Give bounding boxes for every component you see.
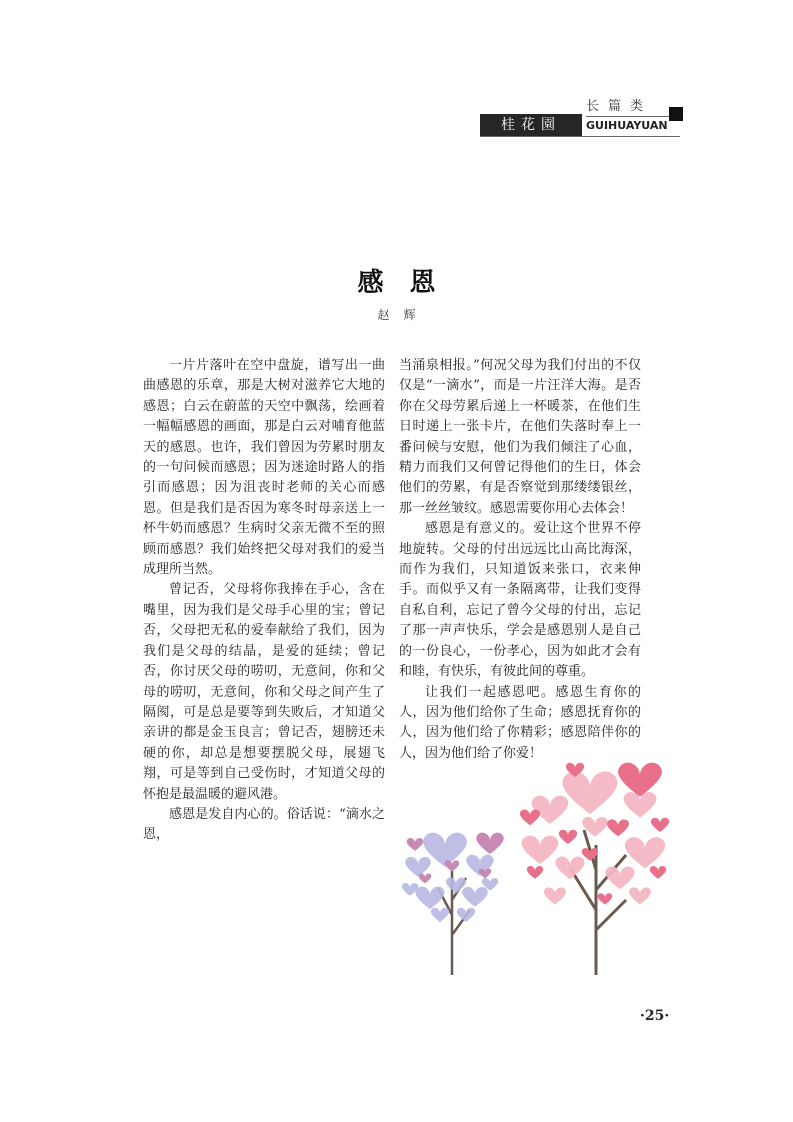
- large-tree-icon: [520, 763, 669, 975]
- right-text-column: [399, 356, 641, 764]
- paragraph: 一片片落叶在空中盘旋，谱写出一曲曲感恩的乐章，那是大树对滋养它大地的感恩；白云在蔚蓝的天空中飘荡，绘画着一幅幅感恩的画面，那是白云对哺育他蓝天的感恩。也许，我们曾因为劳累时朋友的一句问候而感恩；因为迷途时路人的指引而感恩；因为沮丧时老师的关心而感恩。但是我们是否因为寒冬时母亲送上一杯牛奶而感恩？生病时父亲无微不至的照顾而感恩？我们始终把父母对我们的爱当成理所当然。: [143, 358, 385, 578]
- heart-trees-illustration: [390, 750, 690, 980]
- article-author: 赵辉: [377, 308, 430, 322]
- page-header: [0, 0, 793, 150]
- column-pinyin-label: GUIHUAYUAN: [586, 119, 668, 132]
- left-text-column: [143, 356, 385, 846]
- category-label: 长篇类: [586, 99, 653, 114]
- paragraph: 感恩是有意义的。爱让这个世界不停地旋转。父母的付出远远比山高比海深，而作为我们，只知道饭来张口，衣来伸手。而似乎又有一条隔离带，让我们变得自私自利，忘记了曾今父母的付出，忘记了那一声声快乐，学会是感恩别人是自己的一份良心，一份孝心，因为如此才会有和睦，有快乐，有彼此间的尊重。: [399, 521, 641, 680]
- paragraph: 曾记否，父母将你我捧在手心，含在嘴里，因为我们是父母手心里的宝；曾记否，父母把无私的爱奉献给了我们，因为我们是父母的结晶，是爱的延续；曾记否，你讨厌父母的唠叨，无意间，你和父母的唠叨，无意间，你和父母之间产生了隔阂，可是总是要等到失败后，才知道父亲讲的都是金玉良言；曾记否，翅膀还未硬的你，却总是想要摆脱父母，展翅飞翔，可是等到自己受伤时，才知道父母的怀抱是最温暖的避风港。: [143, 582, 385, 802]
- page-number: ·25·: [640, 1008, 670, 1024]
- column-name-label: 桂花園: [480, 114, 582, 136]
- header-square-mark: [669, 107, 683, 121]
- header-rule: [480, 136, 680, 137]
- paragraph: 感恩是发自内心的。俗话说：“滴水之恩，: [143, 806, 385, 843]
- header-mid-rule: [586, 116, 669, 117]
- paragraph: 当涌泉相报。”何况父母为我们付出的不仅仅是“一滴水”，而是一片汪洋大海。是否你在父母劳累后递上一杯暖茶，在他们生日时递上一张卡片，在他们失落时奉上一番问候与安慰，他们为我们倾注了心血，精力而我们又何曾记得他们的生日，体会他们的劳累，有是否察觉到那缕缕银丝，那一丝丝皱纹。感恩需要你用心去体会！: [399, 358, 641, 516]
- paragraph: 让我们一起感恩吧。感恩生育你的人，因为他们给你了生命；感恩抚育你的人，因为他们给了你精彩；感恩陪伴你的人，因为他们给了你爱！: [399, 684, 641, 761]
- article-title: 感恩: [357, 268, 462, 298]
- small-tree-icon: [402, 833, 504, 975]
